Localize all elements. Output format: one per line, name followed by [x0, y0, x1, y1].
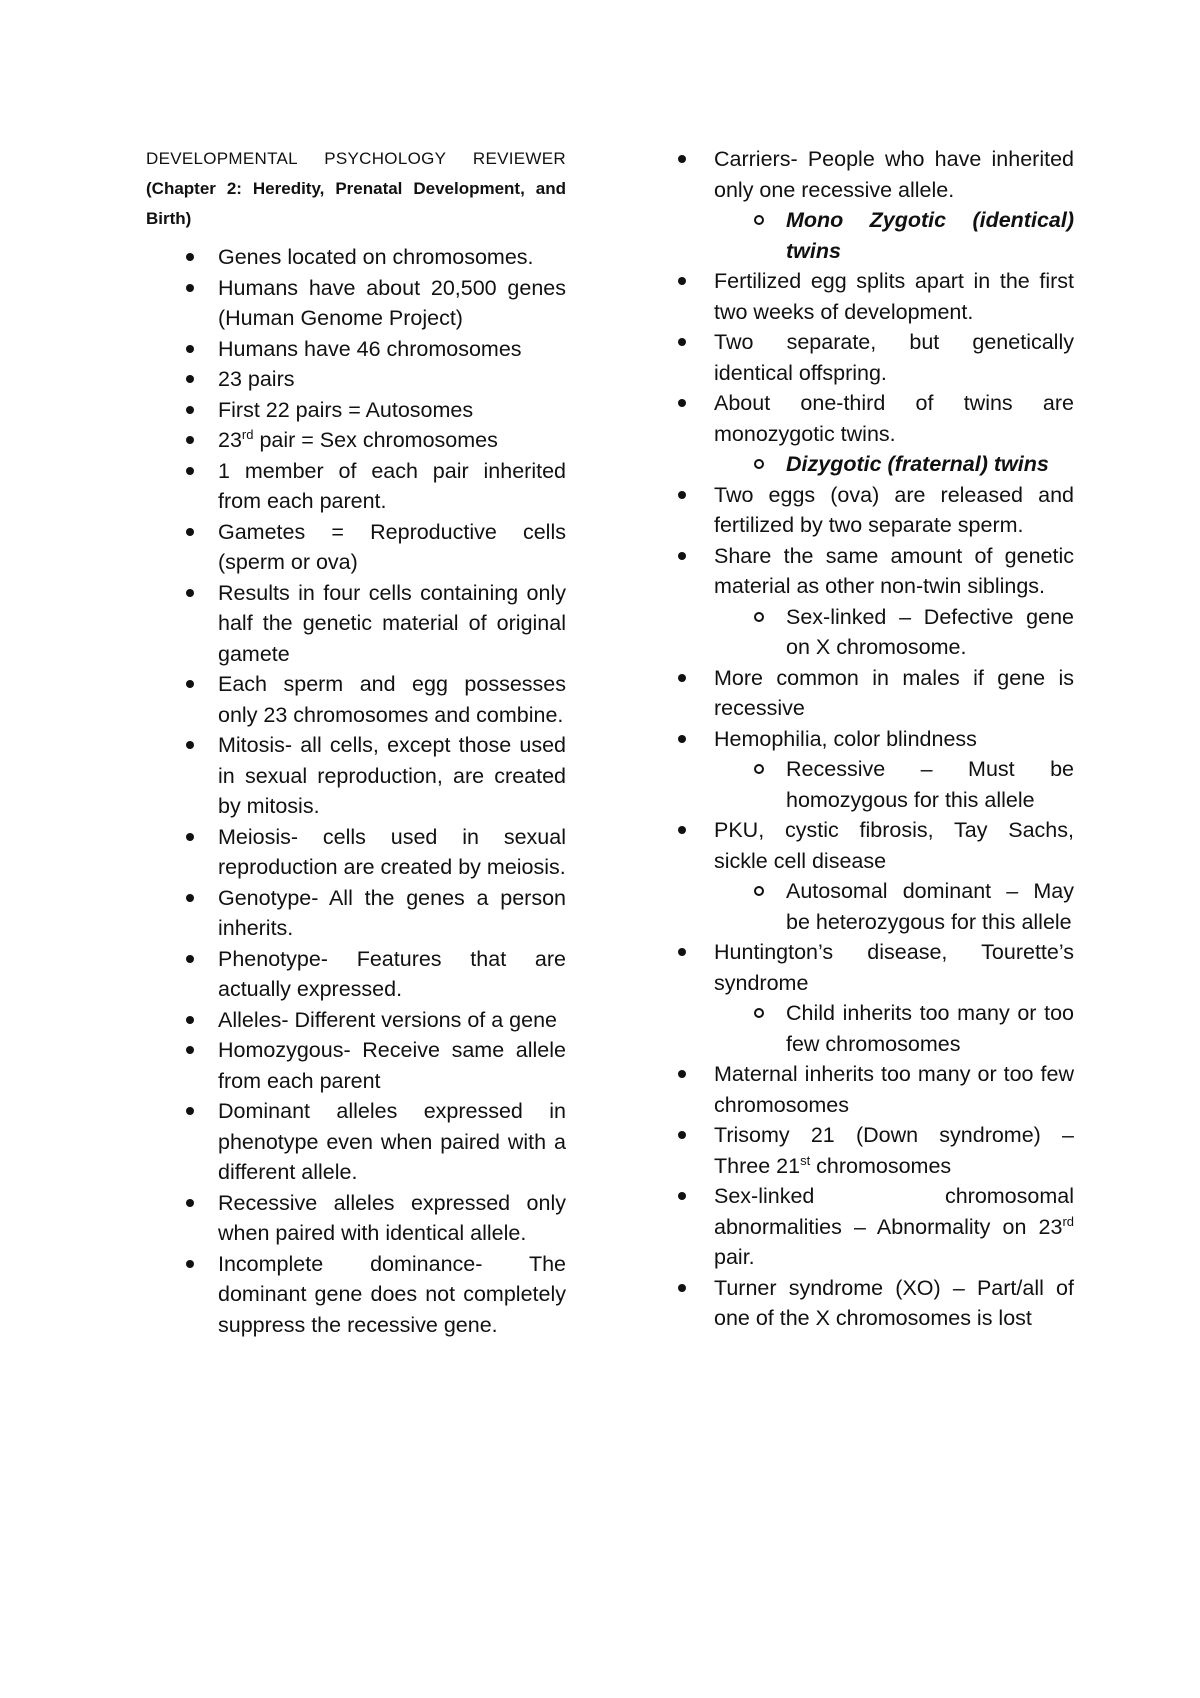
list-item: Genes located on chromosomes.	[146, 242, 566, 273]
document-title: DEVELOPMENTAL PSYCHOLOGY REVIEWER	[146, 149, 566, 168]
sub-list-item: Recessive – Must be homozygous for this allele	[666, 754, 1074, 815]
list-item: Each sperm and egg possesses only 23 chromosomes and combine.	[146, 669, 566, 730]
list-item: Phenotype- Features that are actually expressed.	[146, 944, 566, 1005]
list-item-text: pair = Sex chromosomes	[253, 428, 498, 452]
list-item: First 22 pairs = Autosomes	[146, 395, 566, 426]
list-item: Meiosis- cells used in sexual reproduction are created by meiosis.	[146, 822, 566, 883]
sub-list-item: Sex-linked – Defective gene on X chromosome.	[666, 602, 1074, 663]
list-item: Humans have about 20,500 genes (Human Genome Project)	[146, 273, 566, 334]
list-item: Genotype- All the genes a person inherits.	[146, 883, 566, 944]
list-item	[666, 1120, 1074, 1181]
sub-list-item: Dizygotic (fraternal) twins	[666, 449, 1074, 480]
list-item: Share the same amount of genetic material as other non-twin siblings.	[666, 541, 1074, 602]
list-item: Humans have 46 chromosomes	[146, 334, 566, 365]
superscript: st	[800, 1152, 811, 1168]
sub-list-item: Child inherits too many or too few chromosomes	[666, 998, 1074, 1059]
sub-list-item: Autosomal dominant – May be heterozygous for this allele	[666, 876, 1074, 937]
list-item: Results in four cells containing only half the genetic material of original gamete	[146, 578, 566, 670]
list-item-text: Sex-linked chromosomal abnormalities – Abnormality on 23	[714, 1184, 1074, 1239]
list-item: Turner syndrome (XO) – Part/all of one of the X chromosomes is lost	[666, 1273, 1074, 1334]
list-item	[146, 425, 566, 456]
list-item: PKU, cystic fibrosis, Tay Sachs, sickle cell disease	[666, 815, 1074, 876]
list-item: Huntington’s disease, Tourette’s syndrome	[666, 937, 1074, 998]
right-column	[666, 144, 1074, 1334]
list-item-text: pair.	[714, 1245, 755, 1269]
list-item-text: 23	[218, 428, 242, 452]
list-item	[666, 1181, 1074, 1273]
superscript: rd	[241, 426, 254, 442]
right-bullet-list	[666, 144, 1074, 1334]
list-item: Carriers- People who have inherited only one recessive allele.	[666, 144, 1074, 205]
sub-list-item: Mono Zygotic (identical) twins	[666, 205, 1074, 266]
list-item: Fertilized egg splits apart in the first two weeks of development.	[666, 266, 1074, 327]
list-item: Mitosis- all cells, except those used in sexual reproduction, are created by mitosis.	[146, 730, 566, 822]
list-item: More common in males if gene is recessive	[666, 663, 1074, 724]
list-item: Maternal inherits too many or too few chromosomes	[666, 1059, 1074, 1120]
list-item: Hemophilia, color blindness	[666, 724, 1074, 755]
list-item-text: Trisomy 21 (Down syndrome) – Three 21	[714, 1123, 1074, 1178]
superscript: rd	[1062, 1213, 1074, 1229]
list-item: 23 pairs	[146, 364, 566, 395]
document-subtitle: (Chapter 2: Heredity, Prenatal Development, and Birth)	[146, 179, 566, 228]
list-item: Homozygous- Receive same allele from each parent	[146, 1035, 566, 1096]
list-item: Two separate, but genetically identical offspring.	[666, 327, 1074, 388]
list-item: Recessive alleles expressed only when paired with identical allele.	[146, 1188, 566, 1249]
list-item: 1 member of each pair inherited from each parent.	[146, 456, 566, 517]
list-item: Incomplete dominance- The dominant gene does not completely suppress the recessive gene.	[146, 1249, 566, 1341]
left-bullet-list	[146, 242, 566, 1340]
list-item: About one-third of twins are monozygotic twins.	[666, 388, 1074, 449]
list-item-text: chromosomes	[810, 1153, 952, 1178]
list-item: Two eggs (ova) are released and fertilized by two separate sperm.	[666, 480, 1074, 541]
list-item: Dominant alleles expressed in phenotype even when paired with a different allele.	[146, 1096, 566, 1188]
list-item: Alleles- Different versions of a gene	[146, 1005, 566, 1036]
list-item: Gametes = Reproductive cells (sperm or ova)	[146, 517, 566, 578]
left-column	[146, 144, 566, 1340]
